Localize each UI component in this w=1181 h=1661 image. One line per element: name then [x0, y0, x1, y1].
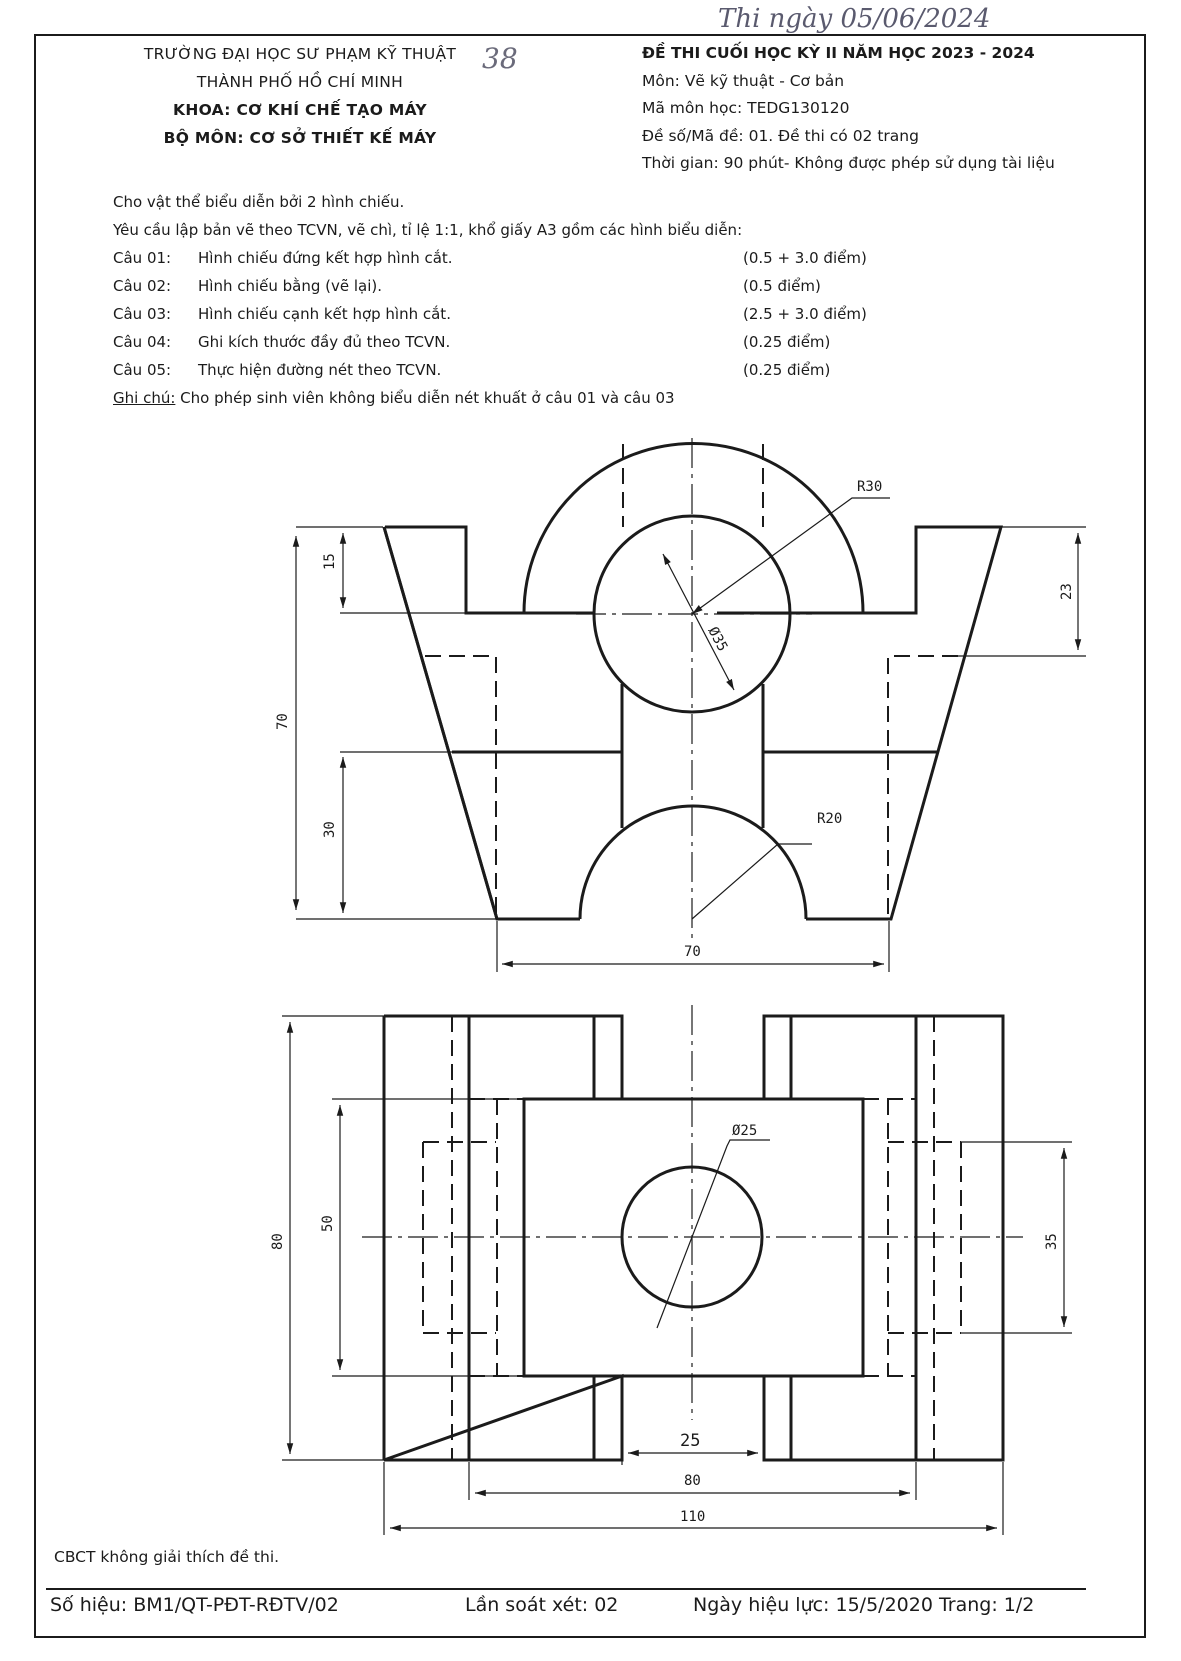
- r30-arc: [524, 444, 863, 614]
- question-points: (0.5 điểm): [743, 277, 821, 295]
- top-left-block: [384, 1016, 622, 1460]
- handwritten-number: 38: [482, 42, 518, 75]
- note-label: Ghi chú:: [113, 389, 176, 407]
- label-dia25: Ø25: [732, 1123, 758, 1139]
- question-label: Câu 05:: [113, 361, 172, 379]
- label-dim-80h: 80: [684, 1473, 701, 1489]
- question-text: Ghi kích thước đầy đủ theo TCVN.: [198, 333, 451, 351]
- handwritten-date: Thi ngày 05/06/2024: [718, 4, 991, 34]
- question-text: Thực hiện đường nét theo TCVN.: [198, 361, 442, 379]
- question-text: Hình chiếu đứng kết hợp hình cắt.: [198, 249, 453, 267]
- revision: Lần soát xét: 02: [465, 1594, 619, 1616]
- department: BỘ MÔN: CƠ SỞ THIẾT KẾ MÁY: [163, 129, 437, 147]
- top-right-block: [764, 1016, 1003, 1460]
- footer-divider: [46, 1588, 1086, 1590]
- faculty: KHOA: CƠ KHÍ CHẾ TẠO MÁY: [173, 101, 427, 119]
- top-view: [282, 1005, 1072, 1535]
- intro-line-1: Cho vật thể biểu diễn bởi 2 hình chiếu.: [113, 193, 405, 211]
- exam-subject: Môn: Vẽ kỹ thuật - Cơ bản: [642, 71, 845, 90]
- effective-date: Ngày hiệu lực: 15/5/2020 Trang: 1/2: [693, 1594, 1035, 1616]
- school-name: TRƯỜNG ĐẠI HỌC SƯ PHẠM KỸ THUẬT: [143, 45, 457, 63]
- question-points: (0.25 điểm): [743, 333, 831, 351]
- label-dim-35: 35: [1044, 1233, 1060, 1250]
- label-r20: R20: [817, 811, 843, 827]
- footer-note: CBCT không giải thích đề thi.: [54, 1548, 280, 1566]
- school-city: THÀNH PHỐ HỒ CHÍ MINH: [196, 73, 404, 91]
- question-label: Câu 03:: [113, 305, 172, 323]
- question-label: Câu 04:: [113, 333, 172, 351]
- label-dim-110: 110: [680, 1509, 706, 1525]
- question-points: (0.5 + 3.0 điểm): [743, 249, 867, 267]
- document-code: Số hiệu: BM1/QT-PĐT-RĐTV/02: [50, 1594, 339, 1616]
- label-dim-70v: 70: [275, 713, 291, 730]
- top-center-lines: [362, 1005, 1023, 1420]
- label-r30: R30: [857, 479, 883, 495]
- exam-number: Đề số/Mã đề: 01. Đề thi có 02 trang: [642, 126, 919, 145]
- label-dim-23: 23: [1059, 583, 1075, 600]
- note-text: Cho phép sinh viên không biểu diễn nét khuất ở câu 01 và câu 03: [180, 389, 675, 407]
- label-dim-25: 25: [680, 1431, 701, 1451]
- exam-time: Thời gian: 90 phút- Không được phép sử dụng tài liệu: [642, 154, 1055, 172]
- question-text: Hình chiếu bằng (vẽ lại).: [198, 277, 383, 295]
- label-dim-15: 15: [322, 553, 338, 570]
- label-dim-70h: 70: [684, 944, 701, 960]
- exam-title: ĐỀ THI CUỐI HỌC KỲ II NĂM HỌC 2023 - 2024: [642, 44, 1035, 62]
- front-center-lines: [576, 438, 812, 938]
- label-dim-30: 30: [322, 821, 338, 838]
- question-text: Hình chiếu cạnh kết hợp hình cắt.: [198, 305, 451, 323]
- r20-arc: [580, 806, 806, 919]
- question-points: (2.5 + 3.0 điểm): [743, 305, 867, 323]
- front-outline: [384, 527, 497, 919]
- question-points: (0.25 điểm): [743, 361, 831, 379]
- label-dim-50: 50: [320, 1215, 336, 1232]
- label-dia35: Ø35: [704, 624, 731, 655]
- exam-code: Mã môn học: TEDG130120: [642, 99, 850, 117]
- intro-line-2: Yêu cầu lập bản vẽ theo TCVN, vẽ chì, tỉ lệ 1:1, khổ giấy A3 gồm các hình biểu diễn:: [113, 221, 743, 239]
- question-label: Câu 01:: [113, 249, 172, 267]
- front-view: [296, 438, 1086, 972]
- label-dim-80v: 80: [270, 1233, 286, 1250]
- question-label: Câu 02:: [113, 277, 172, 295]
